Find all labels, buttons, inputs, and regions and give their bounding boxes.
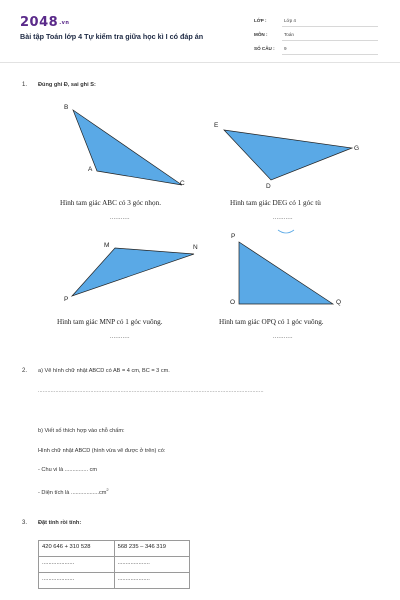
vertex-label-a: A	[88, 166, 93, 173]
smile-mark	[278, 230, 294, 233]
vertex-label-o: O	[230, 299, 236, 306]
perimeter-line: - Chu vi là ............... cm	[38, 467, 98, 473]
meta-label-count: SỐ CÂU :	[254, 46, 275, 51]
page-title: Bài tập Toán lớp 4 Tự kiểm tra giữa học kì I có đáp án	[20, 32, 204, 41]
table-row	[39, 557, 190, 573]
perimeter-blank[interactable]: ...............	[64, 467, 89, 473]
vertex-label-b: B	[64, 104, 69, 111]
meta-value-subject: Toán	[284, 32, 294, 37]
triangle-deg	[224, 130, 352, 180]
meta-label-grade: LỚP :	[254, 18, 267, 23]
question-2b-text: b) Viết số thích hợp vào chỗ chấm:	[38, 428, 125, 434]
caption-triangle-mnp: Hình tam giác MNP có 1 góc vuông.	[57, 318, 163, 326]
vertex-label-p: P	[64, 296, 69, 303]
vertex-label-c: C	[180, 180, 185, 187]
triangle-abc	[73, 110, 182, 185]
table-row	[39, 573, 190, 589]
triangle-opq	[239, 242, 333, 304]
table-row	[39, 541, 190, 557]
drawing-answer-line[interactable]: ..............................................................................................................................................	[38, 388, 264, 394]
area-blank[interactable]: ..................	[70, 489, 99, 496]
table-cell: 568 235 – 346 319	[114, 541, 189, 557]
question-3-number: 3.	[22, 520, 28, 526]
vertex-label-d: D	[266, 183, 271, 190]
question-2a-text: a) Vẽ hình chữ nhật ABCD có AB = 4 cm, BC = 3 cm.	[38, 368, 170, 374]
vertex-label-g: G	[354, 145, 360, 152]
caption-triangle-opq: Hình tam giác OPQ có 1 góc vuông.	[219, 318, 324, 326]
caption-triangle-abc: Hình tam giác ABC có 3 góc nhọn.	[60, 199, 162, 207]
table-cell[interactable]: ....................	[39, 557, 115, 573]
answer-blank-deg[interactable]: ...........	[273, 215, 293, 221]
question-1-number: 1.	[22, 82, 28, 88]
meta-label-subject: MÔN :	[254, 32, 268, 37]
caption-triangle-deg: Hình tam giác DEG có 1 góc tù	[230, 199, 321, 207]
question-1-text: Đúng ghi Đ, sai ghi S:	[38, 82, 96, 88]
question-3-text: Đặt tính rồi tính:	[38, 520, 82, 526]
answer-blank-opq[interactable]: ...........	[273, 334, 293, 340]
question-2-number: 2.	[22, 368, 28, 374]
meta-value-grade: Lớp 4	[284, 18, 296, 23]
calculation-table	[38, 540, 190, 589]
vertex-label-q: Q	[336, 299, 342, 306]
triangle-mnp	[72, 248, 194, 296]
table-cell[interactable]: ....................	[114, 573, 189, 589]
vertex-label-e: E	[214, 122, 219, 129]
vertex-label-p2: P	[231, 233, 236, 240]
table-cell[interactable]: ....................	[39, 573, 115, 589]
area-line: - Diện tích là $..................cm^2$	[38, 487, 109, 496]
vertex-label-m: M	[104, 242, 110, 249]
table-cell[interactable]: ....................	[114, 557, 189, 573]
site-logo[interactable]: 2048.vn	[20, 15, 70, 30]
answer-blank-mnp[interactable]: ...........	[110, 334, 130, 340]
question-2b-intro: Hình chữ nhật ABCD (hình vừa vẽ được ở trên) có:	[38, 448, 166, 454]
answer-blank-abc[interactable]: ...........	[110, 215, 130, 221]
meta-value-count: 9	[284, 46, 287, 51]
table-cell: 420 646 + 310 528	[39, 541, 115, 557]
vertex-label-n: N	[193, 244, 198, 251]
